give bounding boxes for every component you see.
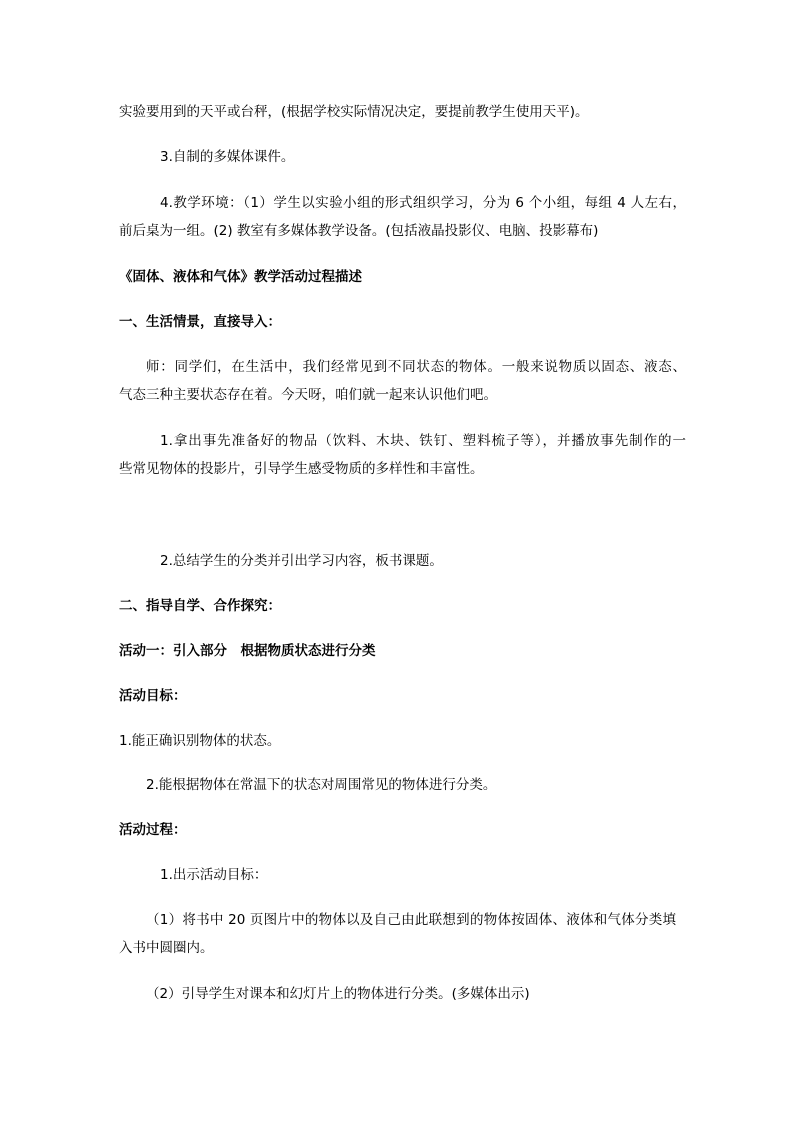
paragraph-line: 气态三种主要状态存在着。今天呀，咱们就一起来认识他们吧。	[119, 387, 497, 403]
section-heading: 活动一：引入部分 根据物质状态进行分类	[119, 643, 376, 659]
section-heading: 活动过程：	[119, 822, 187, 838]
paragraph-line: （2）引导学生对课本和幻灯片上的物体进行分类。(多媒体出示)	[146, 986, 530, 1002]
section-heading: 《固体、液体和气体》教学活动过程描述	[119, 269, 362, 285]
paragraph-line: 些常见物体的投影片，引导学生感受物质的多样性和丰富性。	[119, 461, 484, 477]
paragraph-line: 2.总结学生的分类并引出学习内容，板书课题。	[160, 553, 443, 569]
section-heading: 二、指导自学、合作探究：	[119, 598, 281, 614]
paragraph-line: 实验要用到的天平或台秤，(根据学校实际情况决定，要提前教学生使用天平)。	[119, 104, 589, 120]
paragraph-line: 2.能根据物体在常温下的状态对周围常见的物体进行分类。	[146, 777, 497, 793]
section-heading: 一、生活情景，直接导入：	[119, 314, 281, 330]
paragraph-line: 1.出示活动目标：	[160, 867, 268, 883]
paragraph-line: 师：同学们，在生活中，我们经常见到不同状态的物体。一般来说物质以固态、液态、	[146, 359, 686, 375]
section-heading: 活动目标：	[119, 688, 187, 704]
paragraph-line: 前后桌为一组。(2) 教室有多媒体教学设备。(包括液晶投影仪、电脑、投影幕布)	[119, 223, 599, 239]
paragraph-line: 3.自制的多媒体课件。	[160, 149, 295, 165]
paragraph-line: 1.拿出事先准备好的物品（饮料、木块、铁钉、塑料梳子等），并播放事先制作的一	[160, 433, 686, 449]
paragraph-line: 4.教学环境：（1）学生以实验小组的形式组织学习，分为 6 个小组，每组 4 人左右，	[160, 195, 686, 211]
paragraph-line: （1）将书中 20 页图片中的物体以及自己由此联想到的物体按固体、液体和气体分类填	[146, 912, 676, 928]
paragraph-line: 入书中圆圈内。	[119, 940, 214, 956]
paragraph-line: 1.能正确识别物体的状态。	[119, 733, 281, 749]
